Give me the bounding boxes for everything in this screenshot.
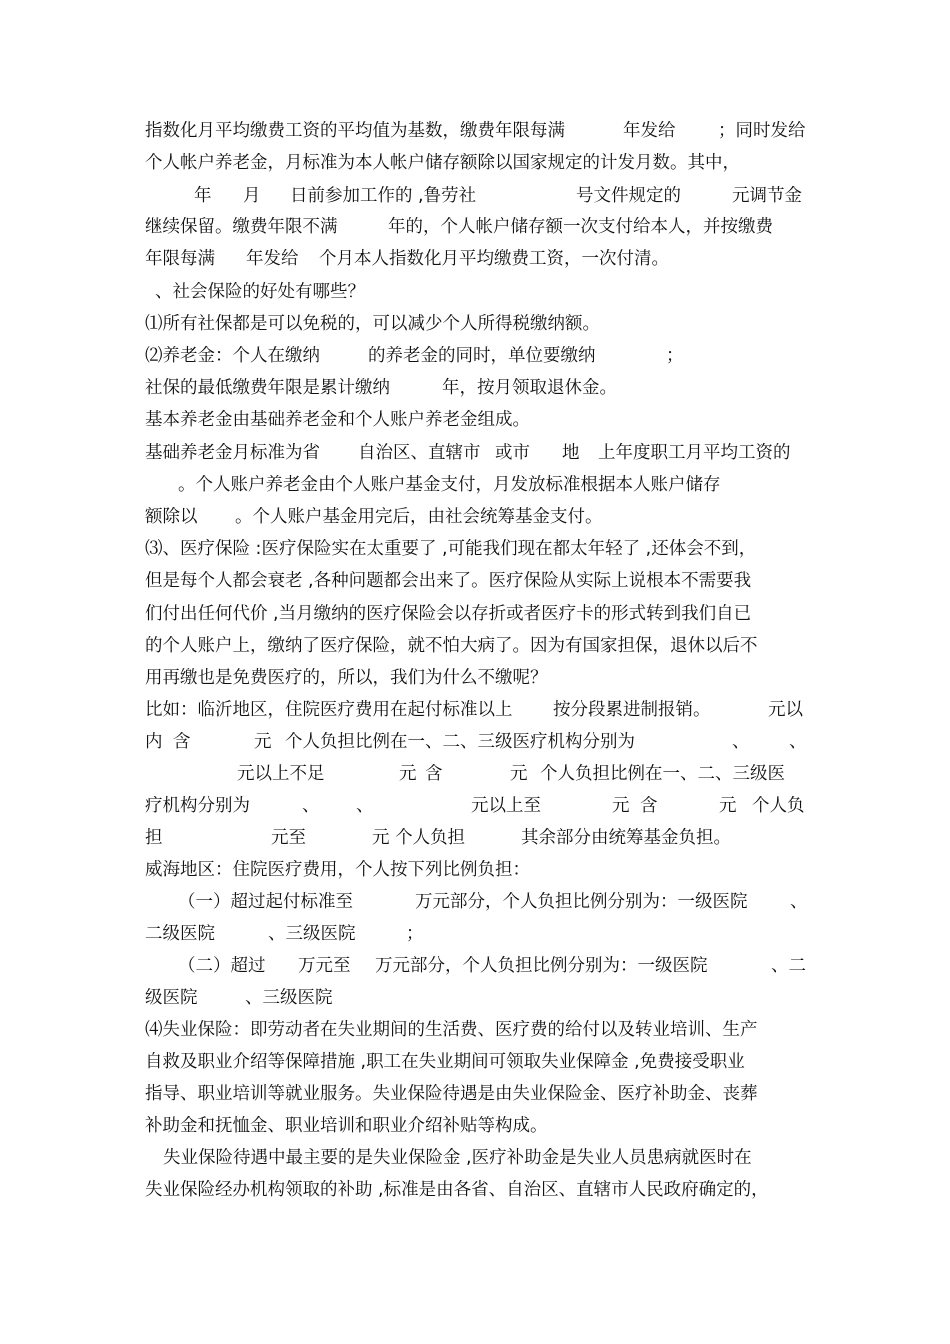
text-segment: 含 <box>173 732 191 752</box>
text-segment: 上年度职工月平均工资的 <box>598 443 791 463</box>
text-line <box>0 308 950 340</box>
text-segment: 、 <box>732 732 750 752</box>
text-segment: 元至 <box>271 828 306 848</box>
text-segment: 基本养老金由基础养老金和个人账户养老金组成。 <box>145 410 530 430</box>
text-segment: 、三级医院 <box>245 988 333 1008</box>
text-line <box>0 243 950 275</box>
text-segment: 其余部分由统筹基金负担。 <box>521 828 731 848</box>
text-segment: 。个人账户基金用完后，由社会统筹基金支付。 <box>235 507 603 527</box>
text-segment: 年发给 <box>246 249 299 269</box>
text-segment: 级医院 <box>145 988 198 1008</box>
text-line <box>0 1014 950 1046</box>
text-segment: 担 <box>145 828 163 848</box>
text-line <box>0 1078 950 1110</box>
text-line <box>0 982 950 1014</box>
text-segment: 威海地区：住院医疗费用，个人按下列比例负担： <box>145 860 530 880</box>
text-segment: 或市 <box>495 443 530 463</box>
text-line <box>0 340 950 372</box>
text-line <box>0 372 950 404</box>
text-segment: 元以上不足 <box>237 764 325 784</box>
text-segment: 社保的最低缴费年限是累计缴纳 <box>145 378 390 398</box>
text-line <box>0 694 950 726</box>
text-segment: 元 个人负担 <box>372 828 466 848</box>
text-segment: 元 <box>254 732 272 752</box>
text-segment: 疗机构分别为 <box>145 796 250 816</box>
text-line <box>0 822 950 854</box>
text-segment: 地 <box>562 443 580 463</box>
text-segment: 元调节金 <box>732 186 802 206</box>
text-line <box>0 437 950 469</box>
text-segment: 日前参加工作的 ,鲁劳社 <box>290 186 477 206</box>
text-segment: 元 <box>612 796 630 816</box>
text-line <box>0 726 950 758</box>
text-line <box>0 469 950 501</box>
text-segment: 个月本人指数化月平均缴费工资，一次付清。 <box>319 249 669 269</box>
text-segment: 含 <box>640 796 658 816</box>
text-segment: 内 <box>145 732 163 752</box>
text-segment: 元 <box>719 796 737 816</box>
text-segment: ⑴所有社保都是可以免税的，可以减少个人所得税缴纳额。 <box>145 314 600 334</box>
text-segment: 继续保留。缴费年限不满 <box>145 217 338 237</box>
text-segment: 年限每满 <box>145 249 215 269</box>
text-segment: 个人帐户养老金，月标准为本人帐户储存额除以国家规定的计发月数。其中， <box>145 153 740 173</box>
text-segment: 年 <box>194 186 212 206</box>
text-line <box>0 533 950 565</box>
text-segment: 、 <box>789 732 807 752</box>
text-segment: ⑶、医疗保险 :医疗保险实在太重要了 ,可能我们现在都太年轻了 ,还体会不到， <box>145 539 757 559</box>
text-line <box>0 147 950 179</box>
text-line <box>0 950 950 982</box>
text-segment: 们付出任何代价 ,当月缴纳的医疗保险会以存折或者医疗卡的形式转到我们自已 <box>145 604 752 624</box>
text-segment: ； <box>666 346 684 366</box>
text-segment: 。个人账户养老金由个人账户基金支付，月发放标准根据本人账户储存 <box>178 475 721 495</box>
text-segment: 元以上至 <box>471 796 541 816</box>
text-segment: 的个人账户上，缴纳了医疗保险，就不怕大病了。因为有国家担保，退休以后不 <box>145 636 758 656</box>
text-segment: （二）超过 <box>178 956 266 976</box>
text-segment: 、 <box>356 796 374 816</box>
text-segment: 号文件规定的 <box>576 186 681 206</box>
text-segment: 补助金和抚恤金、职业培训和职业介绍补贴等构成。 <box>145 1116 548 1136</box>
text-segment: 额除以 <box>145 507 198 527</box>
text-segment: 二级医院 <box>145 924 215 944</box>
text-segment: ；同时发给 <box>718 121 806 141</box>
text-line <box>0 1142 950 1174</box>
text-segment: 按分段累进制报销。 <box>553 700 711 720</box>
text-segment: 万元至 <box>298 956 351 976</box>
text-line <box>0 790 950 822</box>
text-segment: 万元部分，个人负担比例分别为：一级医院 <box>415 892 748 912</box>
text-segment: 自救及职业介绍等保障措施 ,职工在失业期间可领取失业保障金 ,免费接受职业 <box>145 1052 745 1072</box>
text-segment: 比如：临沂地区，住院医疗费用在起付标准以上 <box>145 700 513 720</box>
text-line <box>0 758 950 790</box>
text-segment: 个人负 <box>752 796 805 816</box>
text-line <box>0 115 950 147</box>
text-segment: 、社会保险的好处有哪些？ <box>155 282 365 302</box>
text-line <box>0 565 950 597</box>
text-line <box>0 276 950 308</box>
text-line <box>0 180 950 212</box>
text-line <box>0 630 950 662</box>
text-segment: （一）超过起付标准至 <box>178 892 353 912</box>
text-line <box>0 886 950 918</box>
text-segment: 指导、职业培训等就业服务。失业保险待遇是由失业保险金、医疗补助金、丧葬 <box>145 1084 758 1104</box>
text-segment: 月 <box>243 186 261 206</box>
text-line <box>0 1110 950 1142</box>
text-line <box>0 1046 950 1078</box>
text-segment: 元以 <box>768 700 803 720</box>
text-line <box>0 854 950 886</box>
text-line <box>0 1174 950 1206</box>
text-segment: 失业保险待遇中最主要的是失业保险金 ,医疗补助金是失业人员患病就医时在 <box>163 1148 752 1168</box>
text-segment: 年的，个人帐户储存额一次支付给本人，并按缴费 <box>388 217 773 237</box>
text-segment: 含 <box>425 764 443 784</box>
text-line <box>0 211 950 243</box>
text-line <box>0 918 950 950</box>
text-segment: 用再缴也是免费医疗的，所以，我们为什么不缴呢？ <box>145 668 548 688</box>
text-segment: 、二 <box>771 956 806 976</box>
text-segment: 、 <box>302 796 320 816</box>
text-segment: ⑷失业保险：即劳动者在失业期间的生活费、医疗费的给付以及转业培训、生产 <box>145 1020 758 1040</box>
text-line <box>0 404 950 436</box>
text-line <box>0 598 950 630</box>
text-segment: 年发给 <box>623 121 676 141</box>
text-segment: 自治区、直辖市 <box>358 443 481 463</box>
text-segment: 失业保险经办机构领取的补助 ,标准是由各省、自治区、直辖市人民政府确定的， <box>145 1180 769 1200</box>
text-segment: 万元部分，个人负担比例分别为：一级医院 <box>375 956 708 976</box>
text-segment: ⑵养老金：个人在缴纳 <box>145 346 320 366</box>
text-segment: 个人负担比例在一、二、三级医疗机构分别为 <box>285 732 635 752</box>
text-line <box>0 662 950 694</box>
text-segment: 、 <box>790 892 808 912</box>
text-segment: 基础养老金月标准为省 <box>145 443 320 463</box>
text-segment: 元 <box>399 764 417 784</box>
text-segment: 年，按月领取退休金。 <box>442 378 617 398</box>
text-segment: 的养老金的同时，单位要缴纳 <box>368 346 596 366</box>
text-segment: 个人负担比例在一、二、三级医 <box>540 764 785 784</box>
text-line <box>0 501 950 533</box>
text-segment: 元 <box>510 764 528 784</box>
text-segment: 、三级医院 <box>268 924 356 944</box>
text-segment: 指数化月平均缴费工资的平均值为基数，缴费年限每满 <box>145 121 565 141</box>
text-segment: 但是每个人都会衰老 ,各种问题都会出来了。医疗保险从实际上说根本不需要我 <box>145 571 752 591</box>
text-segment: ； <box>406 924 424 944</box>
